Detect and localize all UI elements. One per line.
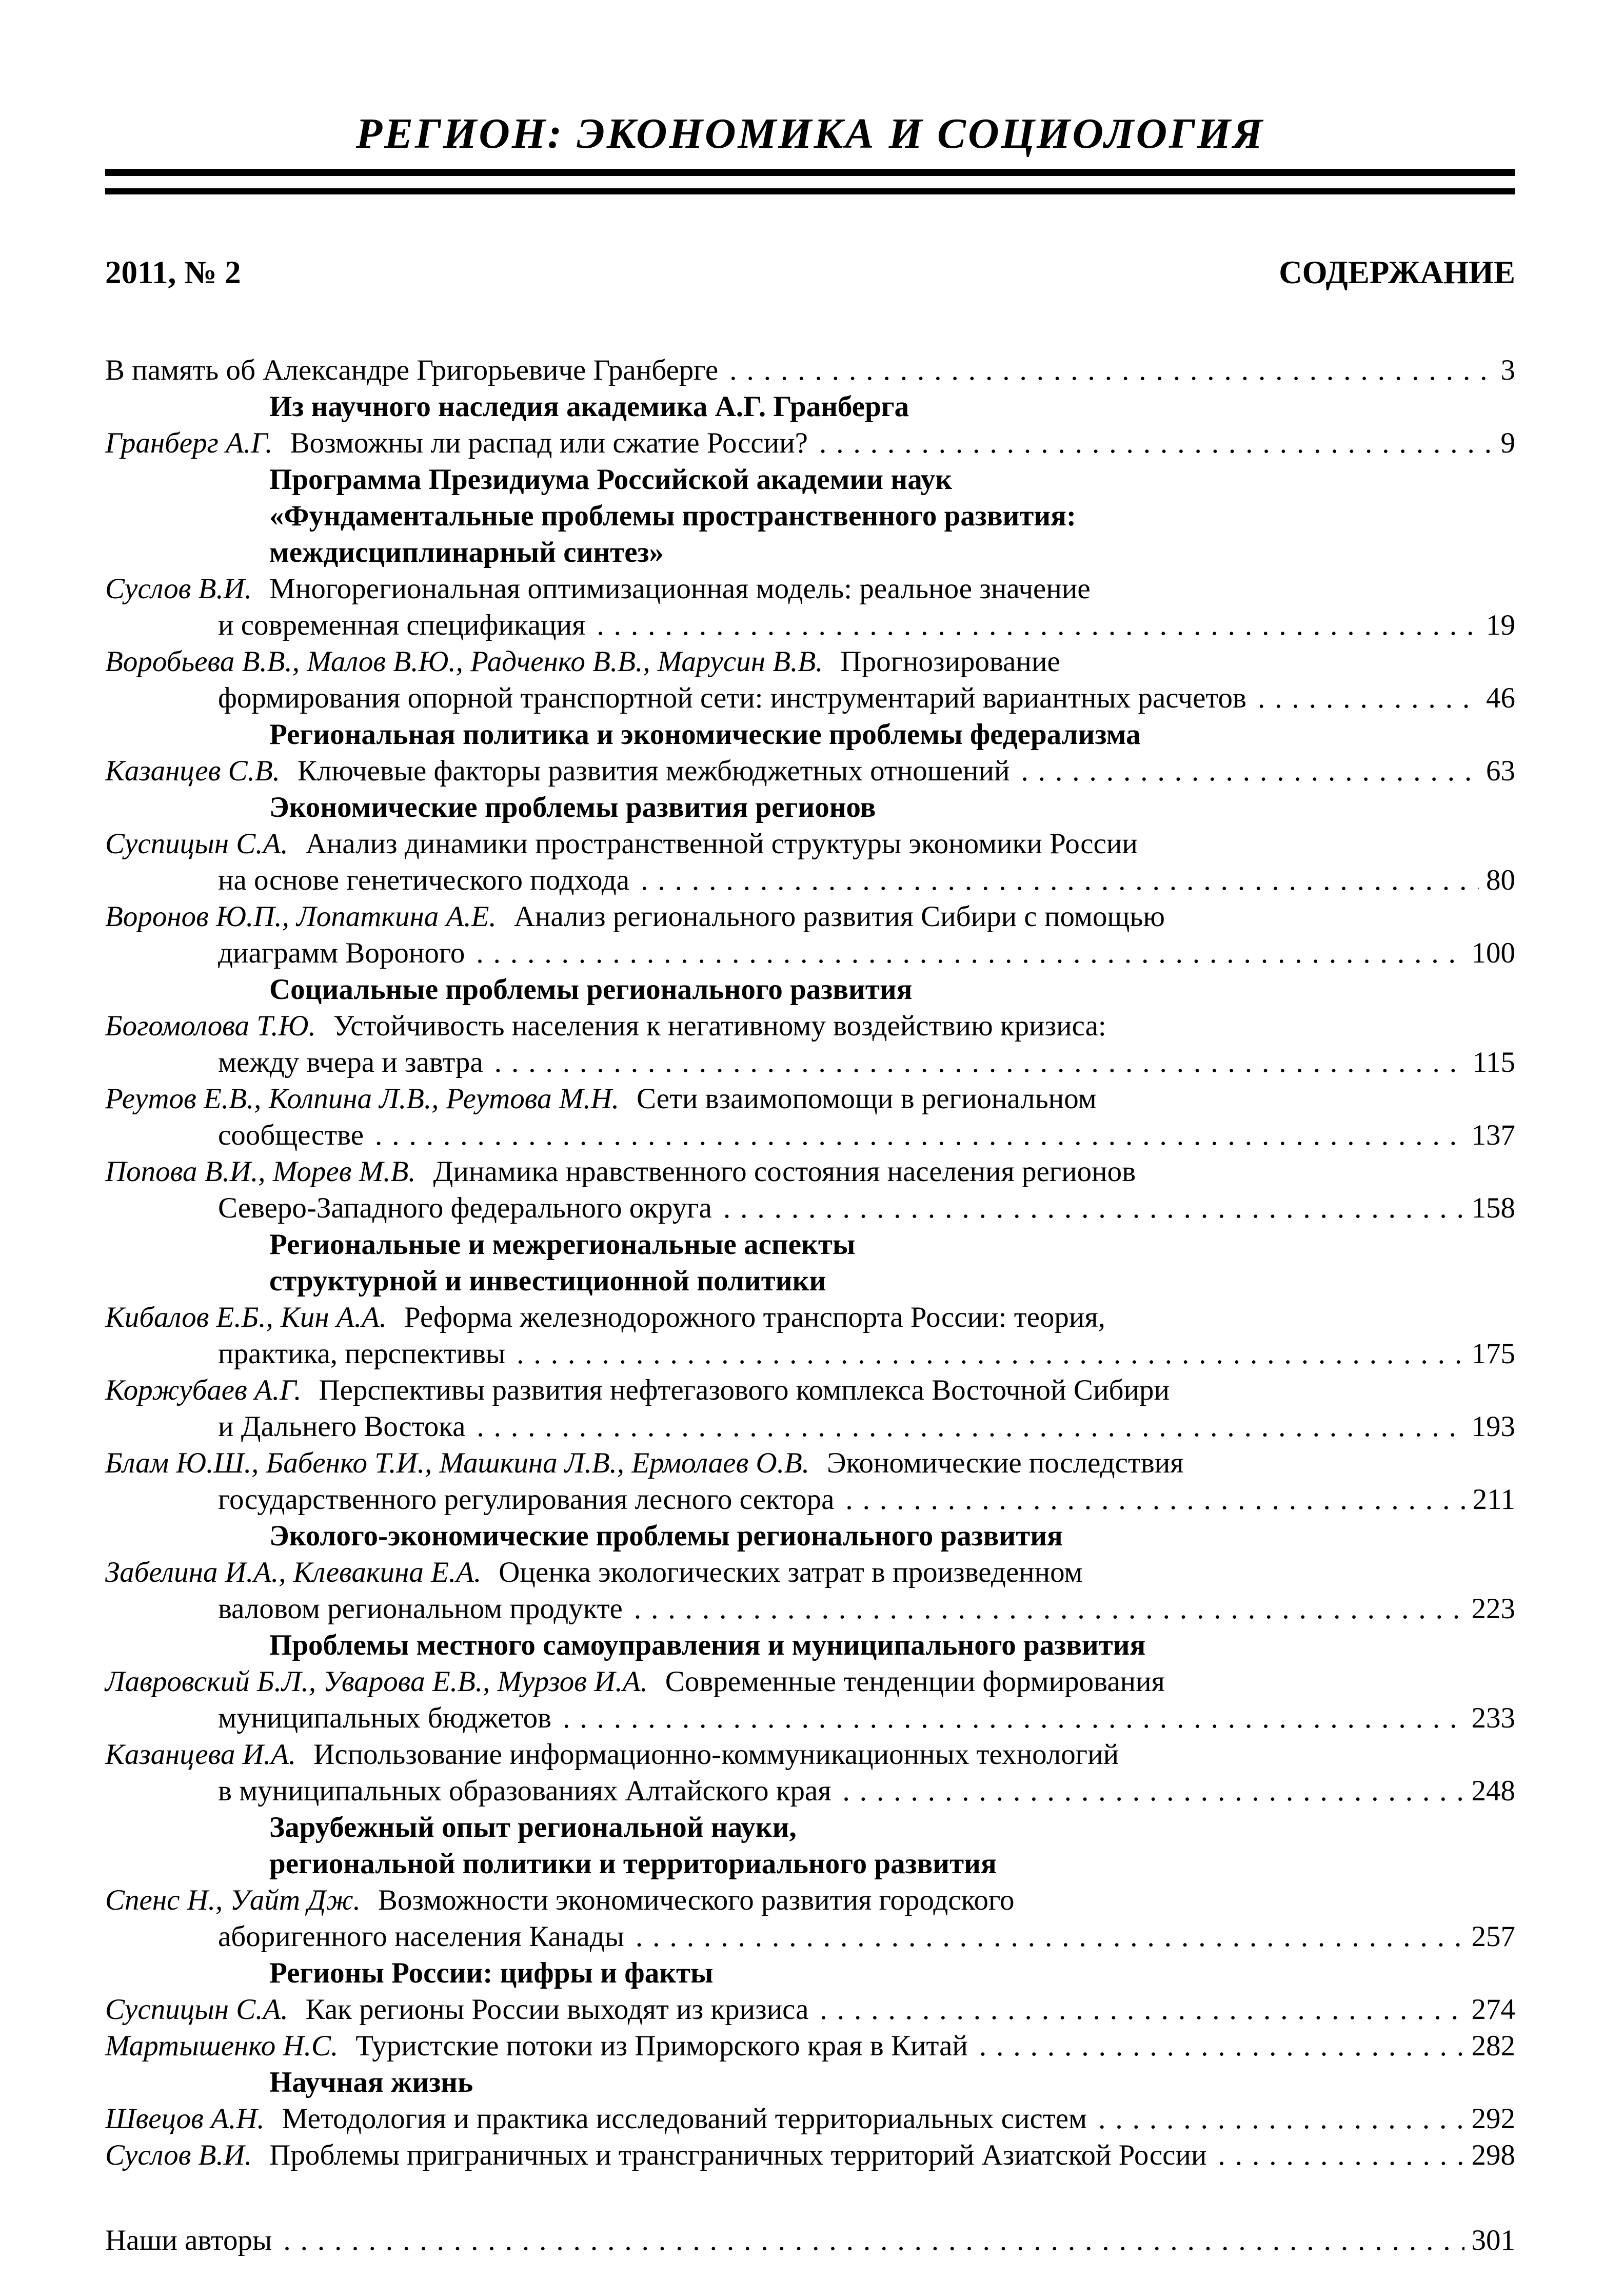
dot-leader	[845, 1481, 1465, 1518]
line-text	[105, 1554, 1083, 1591]
entry-title: Ключевые факторы развития межбюджетных отношений	[297, 755, 1010, 787]
dot-leader	[517, 1336, 1464, 1372]
line-text	[105, 1918, 624, 1955]
entry-title: валовом региональном продукте	[218, 1593, 623, 1625]
line-text	[105, 1991, 808, 2028]
toc-entry-line	[105, 898, 1515, 935]
entry-title: государственного регулирования лесного сектора	[218, 1483, 835, 1516]
double-rule-top	[105, 169, 1515, 176]
entry-title: Анализ регионального развития Сибири с помощью	[513, 900, 1165, 933]
entry-author: Спенс Н., Уайт Дж.	[105, 1884, 361, 1916]
dot-leader	[979, 2028, 1464, 2064]
entry-title: Использование информационно-коммуникационных технологий	[313, 1738, 1119, 1771]
page-number: 274	[1471, 1993, 1515, 2026]
entry-title: Экономические последствия	[827, 1447, 1184, 1479]
line-text	[105, 534, 664, 571]
toc-entry-line	[105, 425, 1515, 461]
line-text	[105, 1809, 797, 1846]
entry-author: Мартышенко Н.С.	[105, 2030, 339, 2062]
entry-author: Забелина И.А., Клевакина Е.А.	[105, 1556, 482, 1588]
entry-author: Казанцева И.А.	[105, 1738, 296, 1771]
heading-text: Из научного наследия академика А.Г. Гранберга	[269, 390, 909, 423]
toc-section-heading	[105, 716, 1515, 753]
toc-section-heading	[105, 498, 1515, 534]
toc-entry-line	[105, 2137, 1515, 2173]
entry-title: Наши авторы	[105, 2224, 272, 2256]
page-number: 63	[1486, 755, 1515, 787]
entry-author: Суспицын С.А.	[105, 1993, 288, 2026]
dot-leader	[636, 1918, 1464, 1955]
line-text	[105, 1627, 1145, 1663]
page-number: 301	[1471, 2224, 1515, 2256]
heading-text: структурной и инвестиционной политики	[269, 1265, 826, 1297]
toc-section-heading	[105, 1518, 1515, 1554]
line-text	[105, 425, 808, 461]
line-text	[105, 388, 909, 425]
dot-leader	[476, 935, 1464, 971]
toc-section-heading	[105, 534, 1515, 571]
entry-title: Устойчивость населения к негативному воздействию кризиса:	[333, 1010, 1106, 1042]
dot-leader	[375, 1117, 1464, 1153]
dot-leader	[283, 2222, 1464, 2259]
entry-author: Богомолова Т.Ю.	[105, 1010, 316, 1042]
toc-section-heading	[105, 1627, 1515, 1663]
line-text	[105, 2137, 1206, 2173]
entry-title: формирования опорной транспортной сети: инструментарий вариантных расчетов	[218, 682, 1246, 714]
heading-text: Эколого-экономические проблемы регионального развития	[269, 1520, 1063, 1552]
page-number: 3	[1500, 354, 1515, 386]
page-number: 46	[1486, 682, 1515, 714]
line-text	[105, 461, 952, 498]
entry-title: Многорегиональная оптимизационная модель: реальное значение	[269, 573, 1091, 605]
toc-entry-line	[105, 1481, 1515, 1518]
entry-author: Воронов Ю.П., Лопаткина А.Е.	[105, 900, 497, 933]
line-text	[105, 971, 913, 1008]
toc-entry-line	[105, 1408, 1515, 1445]
entry-title: сообществе	[218, 1119, 364, 1151]
heading-text: Социальные проблемы регионального развития	[269, 973, 913, 1006]
toc	[105, 352, 1515, 2259]
line-text	[105, 935, 465, 971]
toc-entry-line	[105, 2028, 1515, 2064]
dot-leader	[1098, 2101, 1464, 2137]
line-text	[105, 1591, 623, 1627]
line-text	[105, 1408, 465, 1445]
toc-section-heading	[105, 1809, 1515, 1846]
toc-section-heading	[105, 1846, 1515, 1882]
toc-entry-line	[105, 1700, 1515, 1736]
entry-title: диаграмм Вороного	[218, 937, 465, 969]
entry-title: Сети взаимопомощи в региональном	[636, 1083, 1097, 1115]
line-text	[105, 2064, 473, 2101]
toc-entry-line	[105, 1773, 1515, 1809]
entry-title: на основе генетического подхода	[218, 864, 630, 896]
entry-title: Динамика нравственного состояния населения регионов	[433, 1155, 1136, 1188]
entry-title: Возможны ли распад или сжатие России?	[290, 427, 808, 459]
dot-leader	[1021, 753, 1479, 789]
toc-section-heading	[105, 1263, 1515, 1299]
toc-entry-line	[105, 1445, 1515, 1481]
line-text	[105, 1773, 831, 1809]
line-text	[105, 1955, 714, 1991]
page-number: 193	[1471, 1410, 1515, 1443]
page-number: 158	[1471, 1192, 1515, 1224]
journal-title: РЕГИОН: ЭКОНОМИКА И СОЦИОЛОГИЯ	[355, 110, 1265, 158]
toc-spacer	[105, 2173, 1515, 2222]
toc-entry-line	[105, 1918, 1515, 1955]
dot-leader	[563, 1700, 1464, 1736]
dot-leader	[477, 1408, 1464, 1445]
line-text	[105, 571, 1091, 607]
toc-entry-line	[105, 680, 1515, 716]
toc-entry-line	[105, 1591, 1515, 1627]
entry-title: Перспективы развития нефтегазового комплекса Восточной Сибири	[319, 1374, 1170, 1406]
entry-author: Попова В.И., Морев М.В.	[105, 1155, 416, 1188]
heading-text: Региональная политика и экономические проблемы федерализма	[269, 718, 1141, 751]
entry-title: практика, перспективы	[218, 1338, 506, 1370]
line-text	[105, 498, 1076, 534]
toc-entry-line	[105, 2101, 1515, 2137]
line-text	[105, 716, 1141, 753]
line-text	[105, 643, 1060, 680]
entry-author: Суслов В.И.	[105, 2139, 252, 2171]
line-text	[105, 2028, 968, 2064]
line-text	[105, 352, 718, 388]
double-rule-bottom	[105, 188, 1515, 194]
heading-text: Экономические проблемы развития регионов	[269, 791, 876, 823]
toc-entry-line	[105, 1190, 1515, 1226]
page-number: 292	[1471, 2103, 1515, 2135]
heading-text: Зарубежный опыт региональной науки,	[269, 1811, 797, 1843]
toc-entry-line	[105, 935, 1515, 971]
page-content	[105, 0, 1515, 2259]
page-number: 298	[1471, 2139, 1515, 2171]
line-text	[105, 1226, 855, 1263]
toc-section-heading	[105, 388, 1515, 425]
heading-text: региональной политики и территориального развития	[269, 1848, 997, 1880]
dot-leader	[843, 1773, 1464, 1809]
page-number: 223	[1471, 1593, 1515, 1625]
toc-entry-line	[105, 826, 1515, 862]
entry-title: Анализ динамики пространственной структуры экономики России	[305, 828, 1138, 860]
line-text	[105, 826, 1138, 862]
dot-leader	[597, 607, 1479, 643]
toc-entry-line	[105, 1153, 1515, 1190]
toc-entry-line	[105, 1736, 1515, 1773]
line-text	[105, 2101, 1087, 2137]
entry-title: муниципальных бюджетов	[218, 1702, 552, 1734]
entry-title: Туристские потоки из Приморского края в Китай	[355, 2030, 968, 2062]
line-text	[105, 1190, 712, 1226]
line-text	[105, 789, 876, 826]
page-number: 248	[1471, 1775, 1515, 1807]
page-number: 100	[1471, 937, 1515, 969]
toc-entry-line	[105, 1663, 1515, 1700]
entry-author: Суслов В.И.	[105, 573, 252, 605]
entry-title: Как регионы России выходят из кризиса	[305, 1993, 809, 2026]
dot-leader	[1258, 680, 1479, 716]
toc-entry-line	[105, 1299, 1515, 1336]
toc-entry-line	[105, 1882, 1515, 1918]
entry-title: Северо-Западного федерального округа	[218, 1192, 712, 1224]
entry-author: Блам Ю.Ш., Бабенко Т.И., Машкина Л.В., Ермолаев О.В.	[105, 1447, 810, 1479]
toc-section-heading	[105, 971, 1515, 1008]
toc-entry-line	[105, 1044, 1515, 1081]
entry-author: Кибалов Е.Б., Кин А.А.	[105, 1301, 387, 1333]
toc-entry-line	[105, 571, 1515, 607]
entry-title: Проблемы приграничных и трансграничных территорий Азиатской России	[269, 2139, 1207, 2171]
page-number: 175	[1471, 1338, 1515, 1370]
line-text	[105, 1008, 1106, 1044]
dot-leader	[820, 1991, 1464, 2028]
line-text	[105, 1882, 1014, 1918]
entry-author: Лавровский Б.Л., Уварова Е.В., Мурзов И.А.	[105, 1665, 648, 1698]
entry-title: Возможности экономического развития городского	[378, 1884, 1015, 1916]
line-text	[105, 1263, 826, 1299]
heading-text: Региональные и межрегиональные аспекты	[269, 1228, 856, 1261]
page-number: 115	[1472, 1046, 1515, 1078]
toc-entry-line	[105, 1372, 1515, 1408]
entry-author: Реутов Е.В., Колпина Л.В., Реутова М.Н.	[105, 1083, 619, 1115]
entry-author: Коржубаев А.Г.	[105, 1374, 302, 1406]
entry-title: и современная спецификация	[218, 609, 586, 641]
toc-entry-line	[105, 607, 1515, 643]
page-number: 137	[1471, 1119, 1515, 1151]
toc-section-heading	[105, 461, 1515, 498]
issue-row	[105, 254, 1515, 291]
line-text	[105, 607, 585, 643]
entry-title: В память об Александре Григорьевиче Гранберге	[105, 354, 719, 386]
line-text	[105, 2222, 272, 2259]
entry-author: Гранберг А.Г.	[105, 427, 273, 459]
toc-entry-line	[105, 1991, 1515, 2028]
toc-section-heading	[105, 789, 1515, 826]
toc-section-heading	[105, 1955, 1515, 1991]
toc-entry-line	[105, 753, 1515, 789]
toc-entry-line	[105, 1117, 1515, 1153]
line-text	[105, 1372, 1170, 1408]
dot-leader	[729, 352, 1493, 388]
entry-title: Реформа железнодорожного транспорта России: теория,	[404, 1301, 1105, 1333]
contents-label: СОДЕРЖАНИЕ	[1279, 254, 1515, 290]
entry-author: Воробьева В.В., Малов В.Ю., Радченко В.В., Марусин В.В.	[105, 645, 823, 678]
toc-entry-line	[105, 352, 1515, 388]
toc-entry-line	[105, 1336, 1515, 1372]
heading-text: Регионы России: цифры и факты	[269, 1957, 714, 1989]
dot-leader	[819, 425, 1494, 461]
page-number: 19	[1486, 609, 1515, 641]
entry-title: в муниципальных образованиях Алтайского края	[218, 1775, 831, 1807]
line-text	[105, 1846, 997, 1882]
toc-entry-line	[105, 643, 1515, 680]
entry-title: между вчера и завтра	[218, 1046, 483, 1078]
dot-leader	[494, 1044, 1465, 1081]
line-text	[105, 1736, 1119, 1773]
dot-leader	[1218, 2137, 1464, 2173]
heading-text: Проблемы местного самоуправления и муниципального развития	[269, 1629, 1146, 1661]
line-text	[105, 862, 629, 898]
toc-section-heading	[105, 2064, 1515, 2101]
line-text	[105, 1299, 1105, 1336]
line-text	[105, 1445, 1183, 1481]
line-text	[105, 898, 1165, 935]
entry-title: Современные тенденции формирования	[665, 1665, 1165, 1698]
entry-author: Швецов А.Н.	[105, 2103, 265, 2135]
toc-entry-line	[105, 1081, 1515, 1117]
line-text	[105, 1663, 1165, 1700]
toc-entry-line	[105, 2222, 1515, 2259]
page-number: 282	[1471, 2030, 1515, 2062]
issue-label: 2011, № 2	[105, 254, 241, 290]
heading-text: Программа Президиума Российской академии наук	[269, 463, 953, 496]
toc-entry-line	[105, 1554, 1515, 1591]
page-number: 233	[1471, 1702, 1515, 1734]
line-text	[105, 680, 1246, 716]
line-text	[105, 1081, 1097, 1117]
entry-title: Оценка экологических затрат в произведенном	[499, 1556, 1083, 1588]
entry-title: аборигенного населения Канады	[218, 1920, 624, 1953]
line-text	[105, 1518, 1063, 1554]
page-number: 80	[1486, 864, 1515, 896]
line-text	[105, 1044, 483, 1081]
page-number: 9	[1500, 427, 1515, 459]
page-number: 257	[1471, 1920, 1515, 1953]
entry-title: Прогнозирование	[840, 645, 1060, 678]
dot-leader	[634, 1591, 1464, 1627]
toc-entry-line	[105, 862, 1515, 898]
line-text	[105, 1153, 1136, 1190]
entry-title: и Дальнего Востока	[218, 1410, 466, 1443]
toc-entry-line	[105, 1008, 1515, 1044]
line-text	[105, 753, 1009, 789]
entry-author: Казанцев С.В.	[105, 755, 280, 787]
dot-leader	[641, 862, 1479, 898]
line-text	[105, 1336, 505, 1372]
line-text	[105, 1117, 364, 1153]
entry-title: Методология и практика исследований территориальных систем	[282, 2103, 1087, 2135]
dot-leader	[723, 1190, 1464, 1226]
line-text	[105, 1700, 551, 1736]
entry-author: Суспицын С.А.	[105, 828, 288, 860]
heading-text: междисциплинарный синтез»	[269, 536, 664, 568]
toc-section-heading	[105, 1226, 1515, 1263]
line-text	[105, 1481, 834, 1518]
page-number: 211	[1472, 1483, 1515, 1516]
heading-text: «Фундаментальные проблемы пространственного развития:	[269, 500, 1077, 532]
heading-text: Научная жизнь	[269, 2066, 473, 2098]
